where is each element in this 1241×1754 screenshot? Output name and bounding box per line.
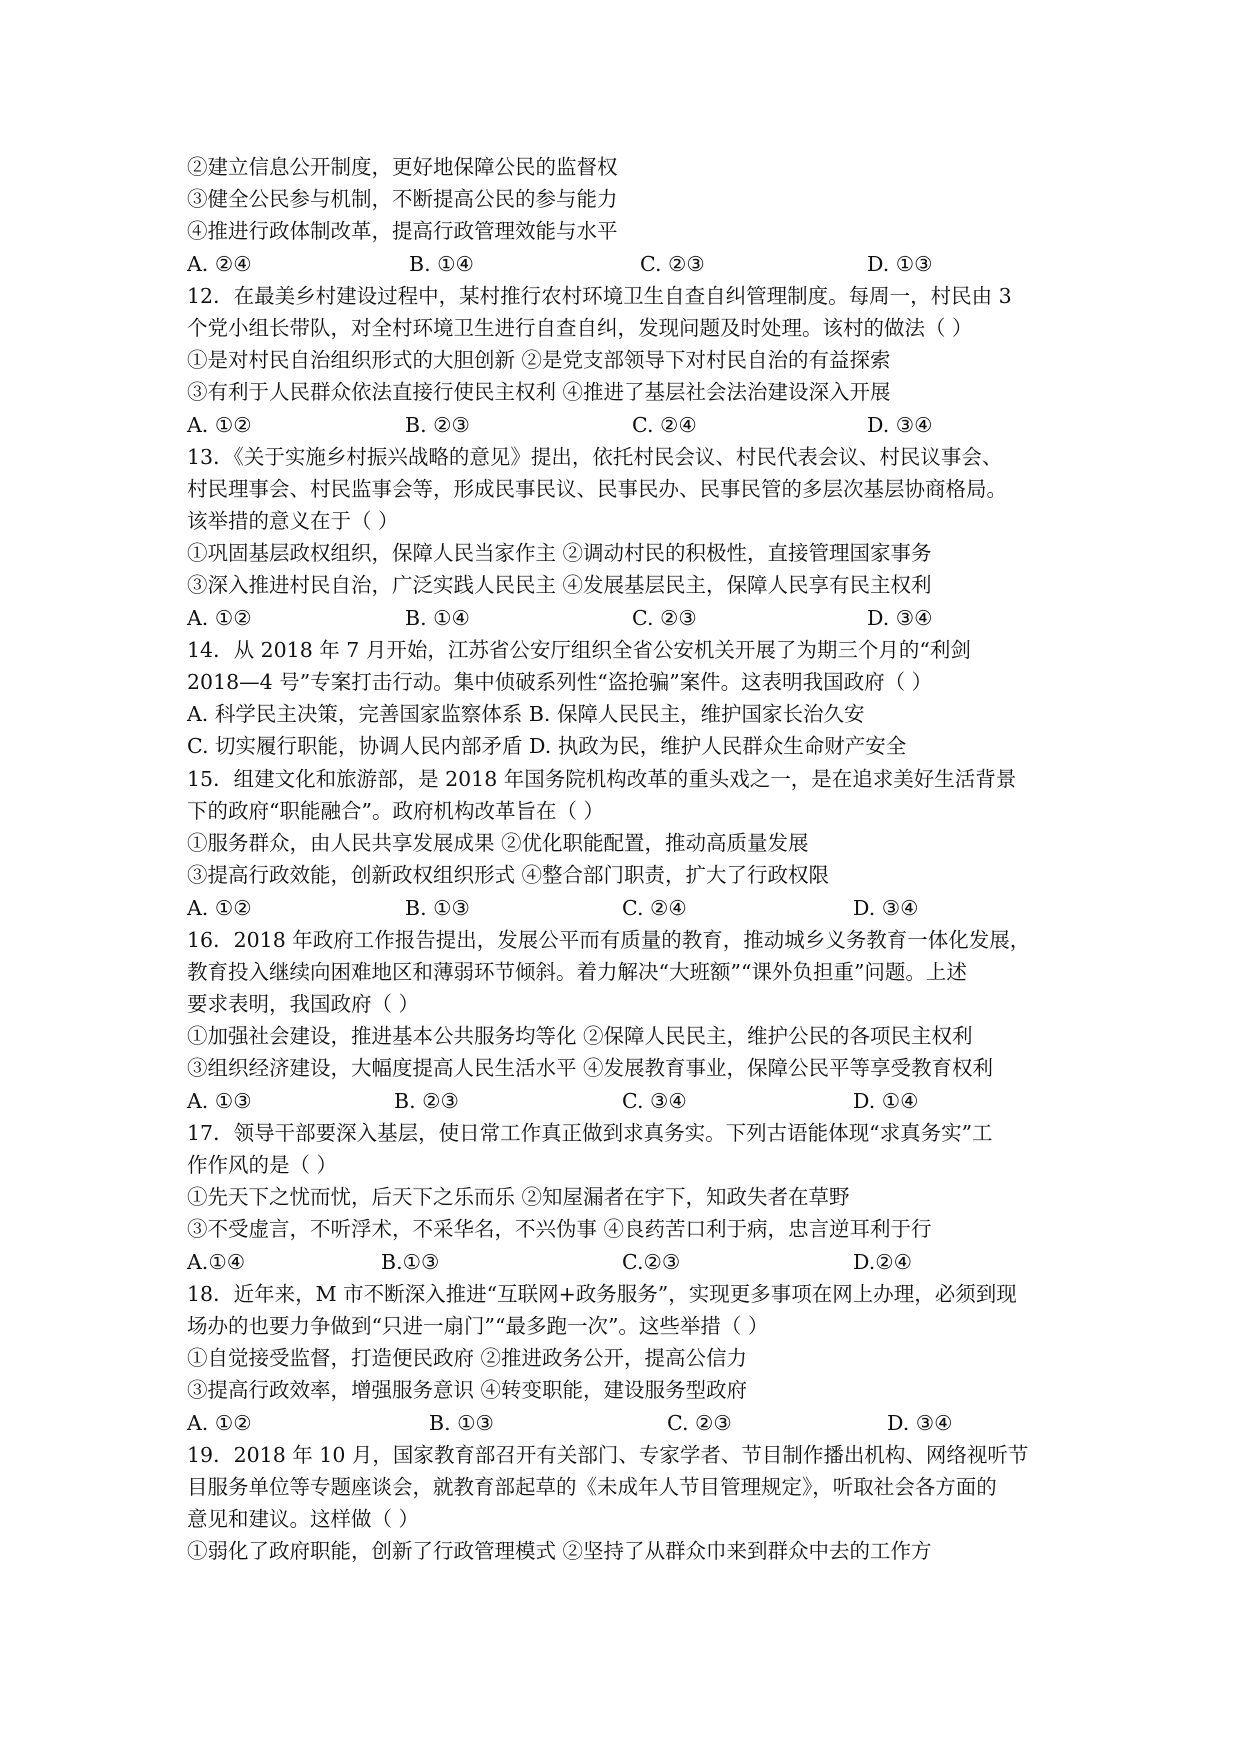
text-line: ③提高行政效率，增强服务意识 ④转变职能，建设服务型政府 (187, 1378, 748, 1402)
text-line: 场办的也要力争做到“只进一扇门”“最多跑一次”。这些举措（ ） (187, 1314, 769, 1338)
option-d: D. ③④ (887, 1411, 953, 1435)
text-line: 教育投入继续向困难地区和薄弱环节倾斜。着力解决“大班额”“课外负担重”问题。上述 (187, 960, 967, 984)
option-b: B. ①③ (405, 896, 470, 920)
question-18-stem: 18．近年来，M 市不断深入推进“互联网+政务服务”，实现更多事项在网上办理，必须到现 (187, 1282, 1017, 1306)
question-12-stem: 12．在最美乡村建设过程中，某村推行农村环境卫生自查自纠管理制度。每周一，村民由 3 (187, 284, 1012, 308)
option-c: C. ②③ (667, 1411, 732, 1435)
text-line: ③有利于人民群众依法直接行使民主权利 ④推进了基层社会法治建设深入开展 (187, 380, 891, 404)
option-a: A. ①② (187, 896, 252, 920)
text-line: ①自觉接受监督，打造便民政府 ②推进政务公开，提高公信力 (187, 1346, 748, 1370)
option-b: B.①③ (381, 1250, 440, 1274)
option-a: A. ①② (187, 413, 252, 437)
option-b: B. ①④ (405, 606, 470, 630)
option-d: D. ③④ (867, 413, 933, 437)
option-c: C.②③ (622, 1250, 681, 1274)
text-line: 个党小组长带队，对全村环境卫生进行自查自纠，发现问题及时处理。该村的做法（ ） (187, 316, 973, 340)
text-line: 村民理事会、村民监事会等，形成民事民议、民事民办、民事民管的多层次基层协商格局。 (187, 477, 1007, 501)
question-19-stem: 19．2018 年 10 月，国家教育部召开有关部门、专家学者、节目制作播出机构、网络视听节 (187, 1443, 1029, 1467)
option-b: B. ①④ (409, 252, 474, 276)
text-line: 该举措的意义在于（ ） (187, 509, 399, 533)
option-d: D.②④ (853, 1250, 912, 1274)
text-line: ①先天下之忧而忧，后天下之乐而乐 ②知屋漏者在宇下，知政失者在草野 (187, 1185, 850, 1209)
option-d: D. ①④ (853, 1089, 919, 1113)
question-17-stem: 17．领导干部要深入基层，使日常工作真正做到求真务实。下列古语能体现“求真务实”工 (187, 1121, 993, 1145)
answer-options-q18 (187, 1407, 1067, 1439)
option-d: D. ③④ (853, 896, 919, 920)
text-line: 下的政府“职能融合”。政府机构改革旨在（ ） (187, 799, 604, 823)
text-line: ①加强社会建设，推进基本公共服务均等化 ②保障人民民主，维护公民的各项民主权利 (187, 1024, 973, 1048)
option-a: A.①④ (187, 1250, 246, 1274)
option-c: C. ②④ (632, 413, 697, 437)
text-line: 要求表明，我国政府（ ） (187, 992, 420, 1016)
answer-options-q17 (187, 1246, 1067, 1278)
option-b: B. ②③ (405, 413, 470, 437)
text-line: ③健全公民参与机制，不断提高公民的参与能力 (187, 187, 618, 211)
text-line: ①服务群众，由人民共享发展成果 ②优化职能配置，推动高质量发展 (187, 831, 809, 855)
answer-options-q13 (187, 602, 1067, 634)
text-line: ④推进行政体制改革，提高行政管理效能与水平 (187, 219, 618, 243)
option-c: C. ②③ (632, 606, 697, 630)
answer-options-q11 (187, 248, 1067, 280)
answer-options-q12 (187, 409, 1067, 441)
text-line: C. 切实履行职能，协调人民内部矛盾 D. 执政为民，维护人民群众生命财产安全 (187, 734, 907, 758)
option-c: C. ③④ (622, 1089, 687, 1113)
option-d: D. ③④ (867, 606, 933, 630)
text-line: A. 科学民主决策，完善国家监察体系 B. 保障人民民主，维护国家长治久安 (187, 702, 865, 726)
text-line: 2018—4 号”专案打击行动。集中侦破系列性“盗抢骗”案件。这表明我国政府（ ） (187, 670, 933, 694)
text-line: ③不受虚言，不听浮术，不采华名，不兴伪事 ④良药苦口利于病，忠言逆耳利于行 (187, 1217, 932, 1241)
question-13-stem: 13．《关于实施乡村振兴战略的意见》提出，依托村民会议、村民代表会议、村民议事会、 (187, 445, 1003, 469)
text-line: ②建立信息公开制度，更好地保障公民的监督权 (187, 155, 618, 179)
question-14-stem: 14．从 2018 年 7 月开始，江苏省公安厅组织全省公安机关开展了为期三个月的“利剑 (187, 638, 971, 662)
option-b: B. ②③ (394, 1089, 459, 1113)
option-a: A. ①② (187, 606, 252, 630)
text-line: 目服务单位等专题座谈会，就教育部起草的《未成年人节目管理规定》，听取社会各方面的 (187, 1475, 997, 1499)
text-line: ③组织经济建设，大幅度提高人民生活水平 ④发展教育事业，保障公民平等享受教育权利 (187, 1056, 994, 1080)
answer-options-q15 (187, 892, 1067, 924)
text-line: ③提高行政效能，创新政权组织形式 ④整合部门职责，扩大了行政权限 (187, 863, 830, 887)
text-line: ①弱化了政府职能，创新了行政管理模式 ②坚持了从群众巾来到群众中去的工作方 (187, 1539, 932, 1563)
answer-options-q16 (187, 1085, 1067, 1117)
question-15-stem: 15．组建文化和旅游部，是 2018 年国务院机构改革的重头戏之一，是在追求美好生活背景 (187, 767, 1017, 791)
option-b: B. ①③ (429, 1411, 494, 1435)
option-a: A. ①② (187, 1411, 252, 1435)
question-16-stem: 16．2018 年政府工作报告提出，发展公平而有质量的教育，推动城乡义务教育一体化发展， (187, 928, 1031, 952)
text-line: 意见和建议。这样做（ ） (187, 1507, 420, 1531)
text-line: ①是对村民自治组织形式的大胆创新 ②是党支部领导下对村民自治的有益探索 (187, 348, 891, 372)
option-a: A. ②④ (187, 252, 252, 276)
text-line: 作作风的是（ ） (187, 1153, 338, 1177)
text-line: ①巩固基层政权组织，保障人民当家作主 ②调动村民的积极性，直接管理国家事务 (187, 541, 932, 565)
option-d: D. ①③ (867, 252, 933, 276)
text-line: ③深入推进村民自治，广泛实践人民民主 ④发展基层民主，保障人民享有民主权利 (187, 573, 932, 597)
option-a: A. ①③ (187, 1089, 252, 1113)
option-c: C. ②③ (640, 252, 705, 276)
option-c: C. ②④ (622, 896, 687, 920)
